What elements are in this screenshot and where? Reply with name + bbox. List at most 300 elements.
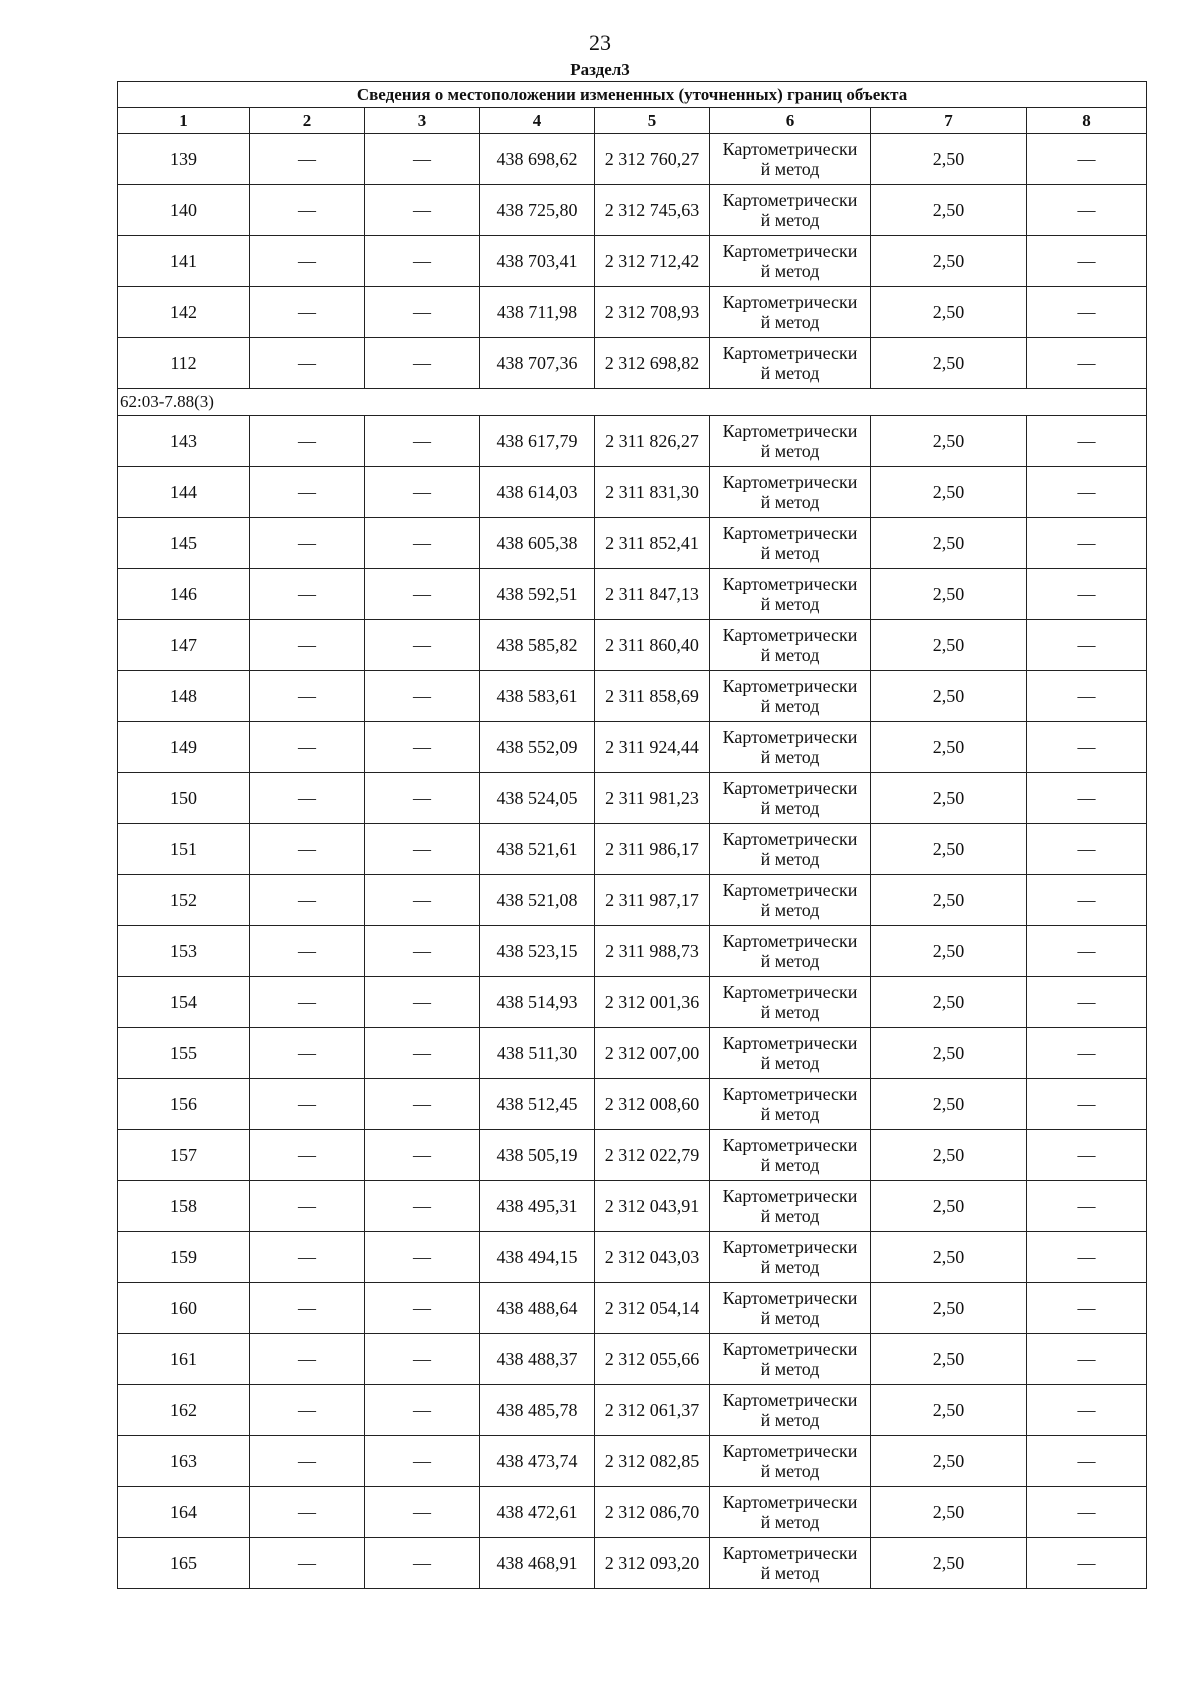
x-coordinate-cell: 438 617,79 [480, 416, 595, 467]
empty-cell-col2: — [250, 977, 365, 1028]
method-line-1: Картометрически [722, 676, 858, 696]
method-line-2: й метод [760, 210, 820, 230]
method-line-1: Картометрически [722, 727, 858, 747]
point-number-cell: 149 [118, 722, 250, 773]
point-number-cell: 158 [118, 1181, 250, 1232]
empty-cell-col3: — [365, 1181, 480, 1232]
empty-cell-col3: — [365, 722, 480, 773]
table-row [118, 1028, 1147, 1079]
empty-cell-col2: — [250, 926, 365, 977]
method-line-2: й метод [760, 1104, 820, 1124]
table-row [118, 518, 1147, 569]
empty-cell-col8: — [1027, 1079, 1147, 1130]
method-line-1: Картометрически [722, 1135, 858, 1155]
empty-cell-col2: — [250, 1487, 365, 1538]
column-header-8: 8 [1027, 108, 1147, 134]
method-line-2: й метод [760, 492, 820, 512]
method-line-1: Картометрически [722, 1492, 858, 1512]
precision-cell: 2,50 [871, 1436, 1027, 1487]
precision-cell: 2,50 [871, 518, 1027, 569]
column-header-2: 2 [250, 108, 365, 134]
method-cell [710, 1487, 871, 1538]
point-number-cell: 140 [118, 185, 250, 236]
method-line-1: Картометрически [722, 1033, 858, 1053]
empty-cell-col8: — [1027, 1487, 1147, 1538]
x-coordinate-cell: 438 514,93 [480, 977, 595, 1028]
method-line-1: Картометрически [722, 829, 858, 849]
method-cell [710, 134, 871, 185]
empty-cell-col2: — [250, 467, 365, 518]
table-row [118, 824, 1147, 875]
precision-cell: 2,50 [871, 671, 1027, 722]
empty-cell-col3: — [365, 977, 480, 1028]
empty-cell-col3: — [365, 1436, 480, 1487]
y-coordinate-cell: 2 311 981,23 [595, 773, 710, 824]
column-header-1: 1 [118, 108, 250, 134]
method-cell [710, 620, 871, 671]
column-header-3: 3 [365, 108, 480, 134]
point-number-cell: 156 [118, 1079, 250, 1130]
empty-cell-col8: — [1027, 287, 1147, 338]
table-row [118, 620, 1147, 671]
method-line-1: Картометрически [722, 472, 858, 492]
column-header-6: 6 [710, 108, 871, 134]
point-number-cell: 151 [118, 824, 250, 875]
method-cell [710, 416, 871, 467]
precision-cell: 2,50 [871, 1487, 1027, 1538]
x-coordinate-cell: 438 583,61 [480, 671, 595, 722]
empty-cell-col2: — [250, 773, 365, 824]
method-line-1: Картометрически [722, 139, 858, 159]
x-coordinate-cell: 438 521,08 [480, 875, 595, 926]
table-row [118, 134, 1147, 185]
empty-cell-col2: — [250, 287, 365, 338]
section-title: Раздел3 [570, 60, 630, 79]
empty-cell-col3: — [365, 1538, 480, 1589]
y-coordinate-cell: 2 312 745,63 [595, 185, 710, 236]
table-row [118, 722, 1147, 773]
empty-cell-col8: — [1027, 671, 1147, 722]
table-row [118, 569, 1147, 620]
empty-cell-col8: — [1027, 1028, 1147, 1079]
y-coordinate-cell: 2 311 831,30 [595, 467, 710, 518]
empty-cell-col3: — [365, 185, 480, 236]
x-coordinate-cell: 438 512,45 [480, 1079, 595, 1130]
x-coordinate-cell: 438 523,15 [480, 926, 595, 977]
empty-cell-col2: — [250, 416, 365, 467]
method-line-2: й метод [760, 798, 820, 818]
precision-cell: 2,50 [871, 1385, 1027, 1436]
method-line-1: Картометрически [722, 241, 858, 261]
method-cell [710, 287, 871, 338]
y-coordinate-cell: 2 312 698,82 [595, 338, 710, 389]
empty-cell-col3: — [365, 875, 480, 926]
y-coordinate-cell: 2 311 852,41 [595, 518, 710, 569]
x-coordinate-cell: 438 592,51 [480, 569, 595, 620]
point-number-cell: 144 [118, 467, 250, 518]
y-coordinate-cell: 2 311 987,17 [595, 875, 710, 926]
point-number-cell: 147 [118, 620, 250, 671]
method-line-2: й метод [760, 900, 820, 920]
x-coordinate-cell: 438 585,82 [480, 620, 595, 671]
method-line-1: Картометрически [722, 1186, 858, 1206]
empty-cell-col8: — [1027, 1181, 1147, 1232]
method-line-2: й метод [760, 1002, 820, 1022]
empty-cell-col8: — [1027, 338, 1147, 389]
precision-cell: 2,50 [871, 875, 1027, 926]
table-row [118, 1538, 1147, 1589]
method-cell [710, 1130, 871, 1181]
table-row [118, 1436, 1147, 1487]
precision-cell: 2,50 [871, 977, 1027, 1028]
empty-cell-col3: — [365, 1028, 480, 1079]
empty-cell-col2: — [250, 1130, 365, 1181]
y-coordinate-cell: 2 312 093,20 [595, 1538, 710, 1589]
table-row [118, 773, 1147, 824]
empty-cell-col2: — [250, 338, 365, 389]
point-number-cell: 153 [118, 926, 250, 977]
empty-cell-col8: — [1027, 1538, 1147, 1589]
table-row [118, 1334, 1147, 1385]
precision-cell: 2,50 [871, 1130, 1027, 1181]
empty-cell-col2: — [250, 671, 365, 722]
precision-cell: 2,50 [871, 1538, 1027, 1589]
method-cell [710, 185, 871, 236]
table-row [118, 875, 1147, 926]
empty-cell-col8: — [1027, 134, 1147, 185]
empty-cell-col2: — [250, 1283, 365, 1334]
point-number-cell: 143 [118, 416, 250, 467]
table-row [118, 338, 1147, 389]
empty-cell-col8: — [1027, 1436, 1147, 1487]
column-header-4: 4 [480, 108, 595, 134]
method-cell [710, 338, 871, 389]
y-coordinate-cell: 2 311 986,17 [595, 824, 710, 875]
method-cell [710, 518, 871, 569]
table-row [118, 236, 1147, 287]
precision-cell: 2,50 [871, 569, 1027, 620]
method-cell [710, 1028, 871, 1079]
method-cell [710, 1538, 871, 1589]
method-cell [710, 236, 871, 287]
empty-cell-col2: — [250, 1334, 365, 1385]
method-cell [710, 773, 871, 824]
empty-cell-col8: — [1027, 518, 1147, 569]
empty-cell-col3: — [365, 134, 480, 185]
table-row [118, 287, 1147, 338]
x-coordinate-cell: 438 472,61 [480, 1487, 595, 1538]
point-number-cell: 161 [118, 1334, 250, 1385]
precision-cell: 2,50 [871, 1181, 1027, 1232]
method-cell [710, 1385, 871, 1436]
empty-cell-col3: — [365, 569, 480, 620]
y-coordinate-cell: 2 311 847,13 [595, 569, 710, 620]
empty-cell-col8: — [1027, 824, 1147, 875]
point-number-cell: 162 [118, 1385, 250, 1436]
method-cell [710, 824, 871, 875]
method-line-1: Картометрически [722, 1339, 858, 1359]
precision-cell: 2,50 [871, 1334, 1027, 1385]
table-row [118, 1283, 1147, 1334]
precision-cell: 2,50 [871, 1028, 1027, 1079]
precision-cell: 2,50 [871, 926, 1027, 977]
method-line-1: Картометрически [722, 190, 858, 210]
method-line-1: Картометрически [722, 1543, 858, 1563]
y-coordinate-cell: 2 311 924,44 [595, 722, 710, 773]
empty-cell-col3: — [365, 926, 480, 977]
method-cell [710, 722, 871, 773]
empty-cell-col8: — [1027, 1232, 1147, 1283]
point-number-cell: 157 [118, 1130, 250, 1181]
y-coordinate-cell: 2 312 055,66 [595, 1334, 710, 1385]
empty-cell-col2: — [250, 1436, 365, 1487]
method-line-2: й метод [760, 1410, 820, 1430]
method-cell [710, 977, 871, 1028]
method-line-2: й метод [760, 1461, 820, 1481]
table-row [118, 977, 1147, 1028]
point-number-cell: 150 [118, 773, 250, 824]
point-number-cell: 152 [118, 875, 250, 926]
y-coordinate-cell: 2 312 001,36 [595, 977, 710, 1028]
point-number-cell: 139 [118, 134, 250, 185]
empty-cell-col8: — [1027, 773, 1147, 824]
table-row [118, 1079, 1147, 1130]
x-coordinate-cell: 438 605,38 [480, 518, 595, 569]
empty-cell-col3: — [365, 236, 480, 287]
empty-cell-col8: — [1027, 926, 1147, 977]
precision-cell: 2,50 [871, 185, 1027, 236]
method-line-1: Картометрически [722, 1237, 858, 1257]
empty-cell-col2: — [250, 1181, 365, 1232]
column-header-7: 7 [871, 108, 1027, 134]
y-coordinate-cell: 2 311 826,27 [595, 416, 710, 467]
x-coordinate-cell: 438 511,30 [480, 1028, 595, 1079]
method-line-2: й метод [760, 696, 820, 716]
table-row [118, 467, 1147, 518]
method-line-1: Картометрически [722, 1441, 858, 1461]
point-number-cell: 160 [118, 1283, 250, 1334]
method-cell [710, 671, 871, 722]
empty-cell-col8: — [1027, 722, 1147, 773]
y-coordinate-cell: 2 312 086,70 [595, 1487, 710, 1538]
x-coordinate-cell: 438 524,05 [480, 773, 595, 824]
empty-cell-col3: — [365, 1334, 480, 1385]
point-number-cell: 141 [118, 236, 250, 287]
method-line-1: Картометрически [722, 778, 858, 798]
empty-cell-col3: — [365, 287, 480, 338]
method-cell [710, 569, 871, 620]
method-line-2: й метод [760, 1359, 820, 1379]
y-coordinate-cell: 2 312 708,93 [595, 287, 710, 338]
empty-cell-col3: — [365, 467, 480, 518]
empty-cell-col3: — [365, 773, 480, 824]
method-line-1: Картометрически [722, 931, 858, 951]
point-number-cell: 165 [118, 1538, 250, 1589]
precision-cell: 2,50 [871, 722, 1027, 773]
precision-cell: 2,50 [871, 1232, 1027, 1283]
empty-cell-col8: — [1027, 1130, 1147, 1181]
y-coordinate-cell: 2 312 712,42 [595, 236, 710, 287]
method-line-1: Картометрически [722, 625, 858, 645]
empty-cell-col3: — [365, 824, 480, 875]
method-line-1: Картометрически [722, 982, 858, 1002]
empty-cell-col2: — [250, 518, 365, 569]
x-coordinate-cell: 438 614,03 [480, 467, 595, 518]
method-line-2: й метод [760, 1512, 820, 1532]
method-line-2: й метод [760, 645, 820, 665]
table-row [118, 1232, 1147, 1283]
precision-cell: 2,50 [871, 416, 1027, 467]
table-row [118, 1181, 1147, 1232]
y-coordinate-cell: 2 312 022,79 [595, 1130, 710, 1181]
empty-cell-col2: — [250, 134, 365, 185]
method-cell [710, 1334, 871, 1385]
method-cell [710, 1283, 871, 1334]
method-line-1: Картометрически [722, 880, 858, 900]
point-number-cell: 145 [118, 518, 250, 569]
x-coordinate-cell: 438 505,19 [480, 1130, 595, 1181]
point-number-cell: 146 [118, 569, 250, 620]
y-coordinate-cell: 2 312 043,91 [595, 1181, 710, 1232]
y-coordinate-cell: 2 312 061,37 [595, 1385, 710, 1436]
x-coordinate-cell: 438 711,98 [480, 287, 595, 338]
point-number-cell: 148 [118, 671, 250, 722]
precision-cell: 2,50 [871, 134, 1027, 185]
point-number-cell: 154 [118, 977, 250, 1028]
method-line-2: й метод [760, 1308, 820, 1328]
method-line-1: Картометрически [722, 1288, 858, 1308]
column-header-5: 5 [595, 108, 710, 134]
y-coordinate-cell: 2 312 054,14 [595, 1283, 710, 1334]
table-row [118, 416, 1147, 467]
empty-cell-col8: — [1027, 977, 1147, 1028]
x-coordinate-cell: 438 703,41 [480, 236, 595, 287]
x-coordinate-cell: 438 494,15 [480, 1232, 595, 1283]
x-coordinate-cell: 438 468,91 [480, 1538, 595, 1589]
method-line-1: Картометрически [722, 421, 858, 441]
table-caption-row [118, 82, 1147, 108]
method-cell [710, 1232, 871, 1283]
group-header-row [118, 389, 1147, 416]
method-line-2: й метод [760, 747, 820, 767]
group-label: 62:03-7.88(3) [118, 389, 1147, 416]
method-line-2: й метод [760, 312, 820, 332]
y-coordinate-cell: 2 311 858,69 [595, 671, 710, 722]
method-line-2: й метод [760, 1155, 820, 1175]
empty-cell-col2: — [250, 236, 365, 287]
table-row [118, 1487, 1147, 1538]
empty-cell-col3: — [365, 338, 480, 389]
precision-cell: 2,50 [871, 1079, 1027, 1130]
method-line-2: й метод [760, 594, 820, 614]
empty-cell-col8: — [1027, 569, 1147, 620]
boundary-points-table [117, 81, 1147, 1589]
precision-cell: 2,50 [871, 620, 1027, 671]
precision-cell: 2,50 [871, 824, 1027, 875]
method-line-2: й метод [760, 441, 820, 461]
table-row [118, 1385, 1147, 1436]
method-line-2: й метод [760, 363, 820, 383]
method-line-1: Картометрически [722, 1084, 858, 1104]
y-coordinate-cell: 2 312 007,00 [595, 1028, 710, 1079]
empty-cell-col8: — [1027, 1334, 1147, 1385]
table-header-row [118, 108, 1147, 134]
empty-cell-col2: — [250, 620, 365, 671]
empty-cell-col2: — [250, 875, 365, 926]
table-row [118, 671, 1147, 722]
precision-cell: 2,50 [871, 1283, 1027, 1334]
table-row [118, 185, 1147, 236]
precision-cell: 2,50 [871, 236, 1027, 287]
x-coordinate-cell: 438 707,36 [480, 338, 595, 389]
method-line-1: Картометрически [722, 574, 858, 594]
empty-cell-col8: — [1027, 875, 1147, 926]
y-coordinate-cell: 2 312 008,60 [595, 1079, 710, 1130]
precision-cell: 2,50 [871, 773, 1027, 824]
y-coordinate-cell: 2 311 860,40 [595, 620, 710, 671]
empty-cell-col2: — [250, 569, 365, 620]
empty-cell-col3: — [365, 518, 480, 569]
method-cell [710, 1436, 871, 1487]
empty-cell-col2: — [250, 722, 365, 773]
empty-cell-col8: — [1027, 620, 1147, 671]
method-line-2: й метод [760, 1257, 820, 1277]
method-cell [710, 875, 871, 926]
empty-cell-col8: — [1027, 416, 1147, 467]
x-coordinate-cell: 438 725,80 [480, 185, 595, 236]
empty-cell-col8: — [1027, 1385, 1147, 1436]
empty-cell-col3: — [365, 671, 480, 722]
empty-cell-col8: — [1027, 1283, 1147, 1334]
method-cell [710, 1079, 871, 1130]
method-line-2: й метод [760, 1053, 820, 1073]
x-coordinate-cell: 438 698,62 [480, 134, 595, 185]
y-coordinate-cell: 2 312 082,85 [595, 1436, 710, 1487]
method-line-1: Картометрически [722, 343, 858, 363]
method-line-1: Картометрически [722, 292, 858, 312]
empty-cell-col2: — [250, 1538, 365, 1589]
empty-cell-col8: — [1027, 236, 1147, 287]
y-coordinate-cell: 2 312 760,27 [595, 134, 710, 185]
method-cell [710, 1181, 871, 1232]
point-number-cell: 142 [118, 287, 250, 338]
method-line-2: й метод [760, 159, 820, 179]
method-cell [710, 467, 871, 518]
point-number-cell: 164 [118, 1487, 250, 1538]
method-cell [710, 926, 871, 977]
precision-cell: 2,50 [871, 467, 1027, 518]
empty-cell-col3: — [365, 1232, 480, 1283]
x-coordinate-cell: 438 495,31 [480, 1181, 595, 1232]
table-caption: Сведения о местоположении измененных (уточненных) границ объекта [118, 82, 1147, 108]
empty-cell-col3: — [365, 1487, 480, 1538]
empty-cell-col3: — [365, 1385, 480, 1436]
empty-cell-col2: — [250, 1232, 365, 1283]
page-number: 23 [589, 30, 611, 55]
table-row [118, 926, 1147, 977]
empty-cell-col3: — [365, 620, 480, 671]
empty-cell-col3: — [365, 1079, 480, 1130]
method-line-2: й метод [760, 1563, 820, 1583]
point-number-cell: 163 [118, 1436, 250, 1487]
x-coordinate-cell: 438 485,78 [480, 1385, 595, 1436]
method-line-1: Картометрически [722, 1390, 858, 1410]
x-coordinate-cell: 438 552,09 [480, 722, 595, 773]
empty-cell-col8: — [1027, 467, 1147, 518]
method-line-2: й метод [760, 849, 820, 869]
empty-cell-col2: — [250, 1079, 365, 1130]
point-number-cell: 112 [118, 338, 250, 389]
